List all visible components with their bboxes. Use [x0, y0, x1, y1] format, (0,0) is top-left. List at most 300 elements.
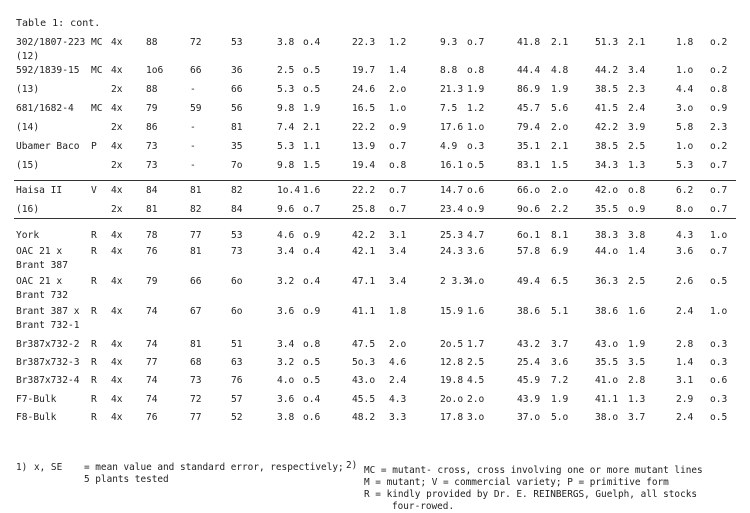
table-cell: o.2 [710, 141, 728, 152]
table-row [0, 122, 750, 138]
table-cell: 57.8 [517, 246, 541, 257]
table-cell: - [190, 141, 196, 152]
table-cell: 86.9 [517, 84, 541, 95]
row-type: R [91, 230, 97, 241]
table-cell: 38.o [595, 412, 619, 423]
table-cell: o.7 [710, 185, 728, 196]
table-cell: o.8 [467, 65, 485, 76]
table-cell: 88 [146, 37, 158, 48]
table-cell: 1.4 [628, 246, 646, 257]
table-cell: o.7 [710, 160, 728, 171]
table-cell: 79 [146, 276, 158, 287]
table-cell: 81 [190, 246, 202, 257]
table-cell: 25.4 [517, 357, 541, 368]
table-cell: 2.o [389, 84, 407, 95]
table-cell: 1.9 [551, 84, 569, 95]
table-cell: 16.5 [352, 103, 376, 114]
row-ploidy: 4x [111, 141, 123, 152]
table-row [0, 412, 750, 428]
table-cell: 76 [146, 246, 158, 257]
row-label: (15) [16, 160, 40, 171]
table-cell: 3.4 [628, 65, 646, 76]
table-cell: 4.6 [277, 230, 295, 241]
table-cell: 9.3 [440, 37, 458, 48]
table-cell: o.2 [710, 65, 728, 76]
table-cell: o.5 [303, 65, 321, 76]
footnote-1-marker: 1) [16, 462, 28, 473]
table-cell: 2.9 [676, 394, 694, 405]
table-cell: o.9 [303, 230, 321, 241]
table-cell: 2.3 [710, 122, 728, 133]
row-ploidy: 2x [111, 204, 123, 215]
group-divider-rule [14, 180, 736, 181]
table-cell: 35.5 [595, 204, 619, 215]
table-cell: 84 [146, 185, 158, 196]
row-label: 681/1682-4 [16, 103, 74, 114]
table-cell: 44.4 [517, 65, 541, 76]
table-cell: 3.6 [277, 394, 295, 405]
table-cell: 67 [190, 306, 202, 317]
table-cell: o.5 [710, 276, 728, 287]
row-label: (13) [16, 84, 40, 95]
row-label: Ubamer Baco [16, 141, 80, 152]
table-cell: 15.9 [440, 306, 464, 317]
table-cell: 1.8 [676, 37, 694, 48]
table-row [0, 320, 750, 336]
table-cell: 3.2 [277, 276, 295, 287]
table-cell: 1.o [676, 65, 694, 76]
table-cell: 4.o [277, 375, 295, 386]
table-cell: 3.8 [277, 37, 295, 48]
table-cell: 73 [190, 375, 202, 386]
row-label: Br387x732-4 [16, 375, 80, 386]
table-cell: 1.8 [389, 306, 407, 317]
row-label: 302/1807-223 [16, 37, 86, 48]
table-cell: 16.1 [440, 160, 464, 171]
row-label: (14) [16, 122, 40, 133]
row-type: R [91, 276, 97, 287]
table-cell: 63 [231, 357, 243, 368]
table-cell: 5.1 [551, 306, 569, 317]
table-cell: 2.5 [628, 141, 646, 152]
table-cell: o.7 [389, 141, 407, 152]
table-cell: 77 [190, 412, 202, 423]
table-cell: 2.5 [467, 357, 485, 368]
row-ploidy: 4x [111, 103, 123, 114]
table-cell: 1.o [467, 122, 485, 133]
table-cell: o.3 [710, 394, 728, 405]
table-cell: 1.5 [303, 160, 321, 171]
table-cell: 38.5 [595, 84, 619, 95]
table-row [0, 339, 750, 355]
table-cell: 3.8 [628, 230, 646, 241]
table-cell: 24.3 [440, 246, 464, 257]
table-cell: 12.8 [440, 357, 464, 368]
table-cell: 42.2 [352, 230, 376, 241]
table-row [0, 375, 750, 391]
table-cell: 3.8 [277, 412, 295, 423]
table-cell: 83.1 [517, 160, 541, 171]
table-cell: 3.4 [389, 246, 407, 257]
row-ploidy: 4x [111, 357, 123, 368]
row-ploidy: 2x [111, 122, 123, 133]
table-cell: 84 [231, 204, 243, 215]
table-cell: 43.2 [517, 339, 541, 350]
table-cell: 19.7 [352, 65, 376, 76]
table-cell: 77 [190, 230, 202, 241]
table-cell: 3.6 [467, 246, 485, 257]
table-cell: o.4 [303, 37, 321, 48]
table-cell: 35 [231, 141, 243, 152]
table-cell: 42.o [595, 185, 619, 196]
table-cell: 56 [231, 103, 243, 114]
footnote-1-line2: 5 plants tested [84, 474, 169, 485]
table-cell: o.7 [389, 204, 407, 215]
table-cell: 74 [146, 306, 158, 317]
table-cell: 37.o [517, 412, 541, 423]
table-cell: 1.9 [551, 394, 569, 405]
table-cell: 7.4 [277, 122, 295, 133]
table-cell: 1.2 [389, 37, 407, 48]
table-cell: 74 [146, 394, 158, 405]
table-cell: 5o.3 [352, 357, 376, 368]
row-label: Brant 387 [16, 260, 68, 271]
table-cell: 6.5 [551, 276, 569, 287]
table-cell: 8.1 [551, 230, 569, 241]
table-cell: 34.3 [595, 160, 619, 171]
row-label: (16) [16, 204, 40, 215]
table-cell: 35.1 [517, 141, 541, 152]
table-cell: 4.o [467, 276, 485, 287]
table-cell: 22.2 [352, 185, 376, 196]
table-cell: 3.1 [389, 230, 407, 241]
table-cell: o.4 [303, 246, 321, 257]
table-cell: 1.4 [389, 65, 407, 76]
table-cell: 57 [231, 394, 243, 405]
table-cell: 1.o [710, 230, 728, 241]
row-type: R [91, 357, 97, 368]
table-cell: 1.9 [628, 339, 646, 350]
footnote-2-line4: four-rowed. [392, 501, 455, 512]
table-cell: 3.6 [277, 306, 295, 317]
row-label: York [16, 230, 40, 241]
table-cell: 2.5 [277, 65, 295, 76]
table-cell: 2.6 [676, 276, 694, 287]
table-cell: 2.4 [389, 375, 407, 386]
table-cell: 82 [231, 185, 243, 196]
table-cell: o.6 [467, 185, 485, 196]
table-cell: 1.2 [467, 103, 485, 114]
table-cell: 66 [190, 65, 202, 76]
table-cell: 3.4 [277, 246, 295, 257]
table-cell: 43.9 [517, 394, 541, 405]
table-cell: o.5 [467, 160, 485, 171]
footnote-2-line2: M = mutant; V = commercial variety; P = primitive form [364, 477, 669, 488]
table-row [0, 65, 750, 81]
table-cell: 41.5 [595, 103, 619, 114]
table-cell: 3.6 [551, 357, 569, 368]
row-ploidy: 4x [111, 37, 123, 48]
table-cell: o.8 [389, 160, 407, 171]
table-cell: 1.7 [467, 339, 485, 350]
table-cell: 88 [146, 84, 158, 95]
table-cell: 7.5 [440, 103, 458, 114]
row-ploidy: 4x [111, 306, 123, 317]
table-cell: 36 [231, 65, 243, 76]
table-cell: 78 [146, 230, 158, 241]
table-cell: 43.o [352, 375, 376, 386]
row-label: (12) [16, 51, 40, 62]
table-cell: o.7 [303, 204, 321, 215]
table-cell: 3.4 [389, 276, 407, 287]
table-cell: 2.o [551, 185, 569, 196]
table-cell: 74 [146, 375, 158, 386]
table-row [0, 84, 750, 100]
table-cell: 3.1 [676, 375, 694, 386]
table-cell: 48.2 [352, 412, 376, 423]
row-label: F7-Bulk [16, 394, 57, 405]
table-cell: 6.9 [551, 246, 569, 257]
table-cell: 4.3 [676, 230, 694, 241]
table-cell: 2o.o [440, 394, 464, 405]
table-cell: o.2 [710, 37, 728, 48]
table-cell: o.3 [710, 357, 728, 368]
table-cell: 6o [231, 276, 243, 287]
table-cell: 2.o [389, 339, 407, 350]
footnote-2-line3: R = kindly provided by Dr. E. REINBERGS, Guelph, all stocks [364, 489, 698, 500]
table-cell: 17.6 [440, 122, 464, 133]
table-row [0, 260, 750, 276]
table-cell: 35.5 [595, 357, 619, 368]
table-cell: 1.o [676, 141, 694, 152]
table-cell: 51 [231, 339, 243, 350]
table-cell: 3.o [467, 412, 485, 423]
table-cell: 49.4 [517, 276, 541, 287]
row-type: MC [91, 103, 103, 114]
table-cell: o.9 [628, 204, 646, 215]
table-cell: o.7 [710, 204, 728, 215]
table-row [0, 290, 750, 306]
table-cell: 41.1 [352, 306, 376, 317]
table-cell: 17.8 [440, 412, 464, 423]
row-ploidy: 2x [111, 84, 123, 95]
table-cell: 22.2 [352, 122, 376, 133]
row-type: R [91, 412, 97, 423]
table-cell: 1o.4 [277, 185, 301, 196]
table-cell: 9.6 [277, 204, 295, 215]
table-cell: 45.5 [352, 394, 376, 405]
table-cell: 2.4 [628, 103, 646, 114]
table-cell: 38.5 [595, 141, 619, 152]
table-cell: 38.6 [517, 306, 541, 317]
table-cell: 59 [190, 103, 202, 114]
table-cell: o.8 [303, 339, 321, 350]
table-cell: 47.5 [352, 339, 376, 350]
table-cell: - [190, 160, 196, 171]
table-cell: 22.3 [352, 37, 376, 48]
table-cell: o.8 [628, 185, 646, 196]
table-cell: o.9 [710, 103, 728, 114]
table-cell: 42.2 [595, 122, 619, 133]
table-row [0, 141, 750, 157]
table-cell: 38.6 [595, 306, 619, 317]
table-cell: 77 [146, 357, 158, 368]
row-ploidy: 4x [111, 276, 123, 287]
table-cell: 3.6 [676, 246, 694, 257]
table-cell: 38.3 [595, 230, 619, 241]
table-cell: 66.o [517, 185, 541, 196]
table-row [0, 230, 750, 246]
table-cell: 41.8 [517, 37, 541, 48]
table-cell: 4.6 [389, 357, 407, 368]
row-label: Brant 387 x [16, 306, 80, 317]
row-type: MC [91, 65, 103, 76]
table-cell: 1.5 [551, 160, 569, 171]
row-label: Brant 732 [16, 290, 68, 301]
table-cell: 19.8 [440, 375, 464, 386]
table-cell: 2.8 [628, 375, 646, 386]
row-label: F8-Bulk [16, 412, 57, 423]
table-cell: 5.3 [676, 160, 694, 171]
table-cell: 8.8 [440, 65, 458, 76]
table-cell: 3.o [676, 103, 694, 114]
table-cell: 8.o [676, 204, 694, 215]
table-cell: o.7 [389, 185, 407, 196]
table-cell: 4.8 [551, 65, 569, 76]
table-cell: 1.o [710, 306, 728, 317]
table-cell: 73 [146, 160, 158, 171]
table-cell: 6.2 [676, 185, 694, 196]
table-cell: 76 [146, 412, 158, 423]
table-cell: 2.4 [676, 412, 694, 423]
table-cell: 4.4 [676, 84, 694, 95]
row-ploidy: 4x [111, 394, 123, 405]
row-ploidy: 4x [111, 339, 123, 350]
table-cell: 19.4 [352, 160, 376, 171]
table-cell: 43.o [595, 339, 619, 350]
table-cell: 3.2 [277, 357, 295, 368]
table-cell: 36.3 [595, 276, 619, 287]
table-cell: 5.3 [277, 84, 295, 95]
table-cell: 1.3 [628, 394, 646, 405]
table-cell: 7o [231, 160, 243, 171]
table-cell: 5.8 [676, 122, 694, 133]
table-cell: 2.8 [676, 339, 694, 350]
table-cell: o.5 [303, 84, 321, 95]
table-cell: 82 [190, 204, 202, 215]
table-cell: 45.9 [517, 375, 541, 386]
table-cell: o.9 [389, 122, 407, 133]
table-cell: 7.2 [551, 375, 569, 386]
table-cell: 51.3 [595, 37, 619, 48]
table-cell: 66 [190, 276, 202, 287]
table-cell: 3.4 [277, 339, 295, 350]
table-cell: 3.7 [628, 412, 646, 423]
table-cell: 42.1 [352, 246, 376, 257]
table-cell: 2.1 [628, 37, 646, 48]
table-cell: 3.9 [628, 122, 646, 133]
table-cell: 3.7 [551, 339, 569, 350]
table-cell: 5.o [551, 412, 569, 423]
row-ploidy: 4x [111, 246, 123, 257]
table-cell: 9.8 [277, 160, 295, 171]
row-ploidy: 2x [111, 160, 123, 171]
table-cell: 4.3 [389, 394, 407, 405]
table-row [0, 394, 750, 410]
table-cell: 86 [146, 122, 158, 133]
table-cell: 1.4 [676, 357, 694, 368]
table-cell: 5.3 [277, 141, 295, 152]
row-type: R [91, 339, 97, 350]
table-cell: 4.5 [467, 375, 485, 386]
table-cell: 41.1 [595, 394, 619, 405]
table-cell: 68 [190, 357, 202, 368]
table-cell: o.7 [710, 246, 728, 257]
row-type: V [91, 185, 97, 196]
table-cell: 72 [190, 394, 202, 405]
table-cell: 25.3 [440, 230, 464, 241]
table-row [0, 103, 750, 119]
table-cell: 5.6 [551, 103, 569, 114]
footnote-2-line1: MC = mutant- cross, cross involving one or more mutant lines [364, 465, 703, 476]
table-cell: 24.6 [352, 84, 376, 95]
table-cell: 76 [231, 375, 243, 386]
table-cell: 1.1 [303, 141, 321, 152]
table-cell: - [190, 84, 196, 95]
table-cell: 9.8 [277, 103, 295, 114]
table-cell: 9o.6 [517, 204, 541, 215]
table-cell: 53 [231, 230, 243, 241]
row-label: Brant 732-1 [16, 320, 80, 331]
table-cell: o.9 [303, 306, 321, 317]
table-cell: 72 [190, 37, 202, 48]
table-cell: 79.4 [517, 122, 541, 133]
table-cell: o.8 [710, 84, 728, 95]
row-type: P [91, 141, 97, 152]
row-label: Br387x732-3 [16, 357, 80, 368]
row-label: OAC 21 x [16, 276, 63, 287]
table-cell: 1.9 [303, 103, 321, 114]
table-cell: o.5 [303, 357, 321, 368]
row-type: MC [91, 37, 103, 48]
table-cell: o.3 [467, 141, 485, 152]
table-cell: o.7 [467, 37, 485, 48]
table-cell: 41.o [595, 375, 619, 386]
footnote-1-text: = mean value and standard error, respectively; [84, 462, 344, 473]
table-cell: 53 [231, 37, 243, 48]
table-cell: 1.9 [467, 84, 485, 95]
table-row [0, 204, 750, 220]
row-type: R [91, 246, 97, 257]
row-ploidy: 4x [111, 375, 123, 386]
table-cell: o.5 [710, 412, 728, 423]
table-row [0, 357, 750, 373]
table-cell: 4.7 [467, 230, 485, 241]
table-cell: 1.3 [628, 160, 646, 171]
table-cell: o.6 [710, 375, 728, 386]
table-cell: 2.o [467, 394, 485, 405]
table-cell: 2.1 [551, 141, 569, 152]
table-cell: 1.6 [467, 306, 485, 317]
table-cell: 2 3.3 [440, 276, 469, 287]
table-cell: 1.o [389, 103, 407, 114]
table-cell: 2.1 [303, 122, 321, 133]
row-label: OAC 21 x [16, 246, 63, 257]
table-cell: 2.2 [551, 204, 569, 215]
table-cell: 45.7 [517, 103, 541, 114]
row-label: 592/1839-15 [16, 65, 80, 76]
footnote-1-symbol: x, SE [34, 462, 63, 473]
